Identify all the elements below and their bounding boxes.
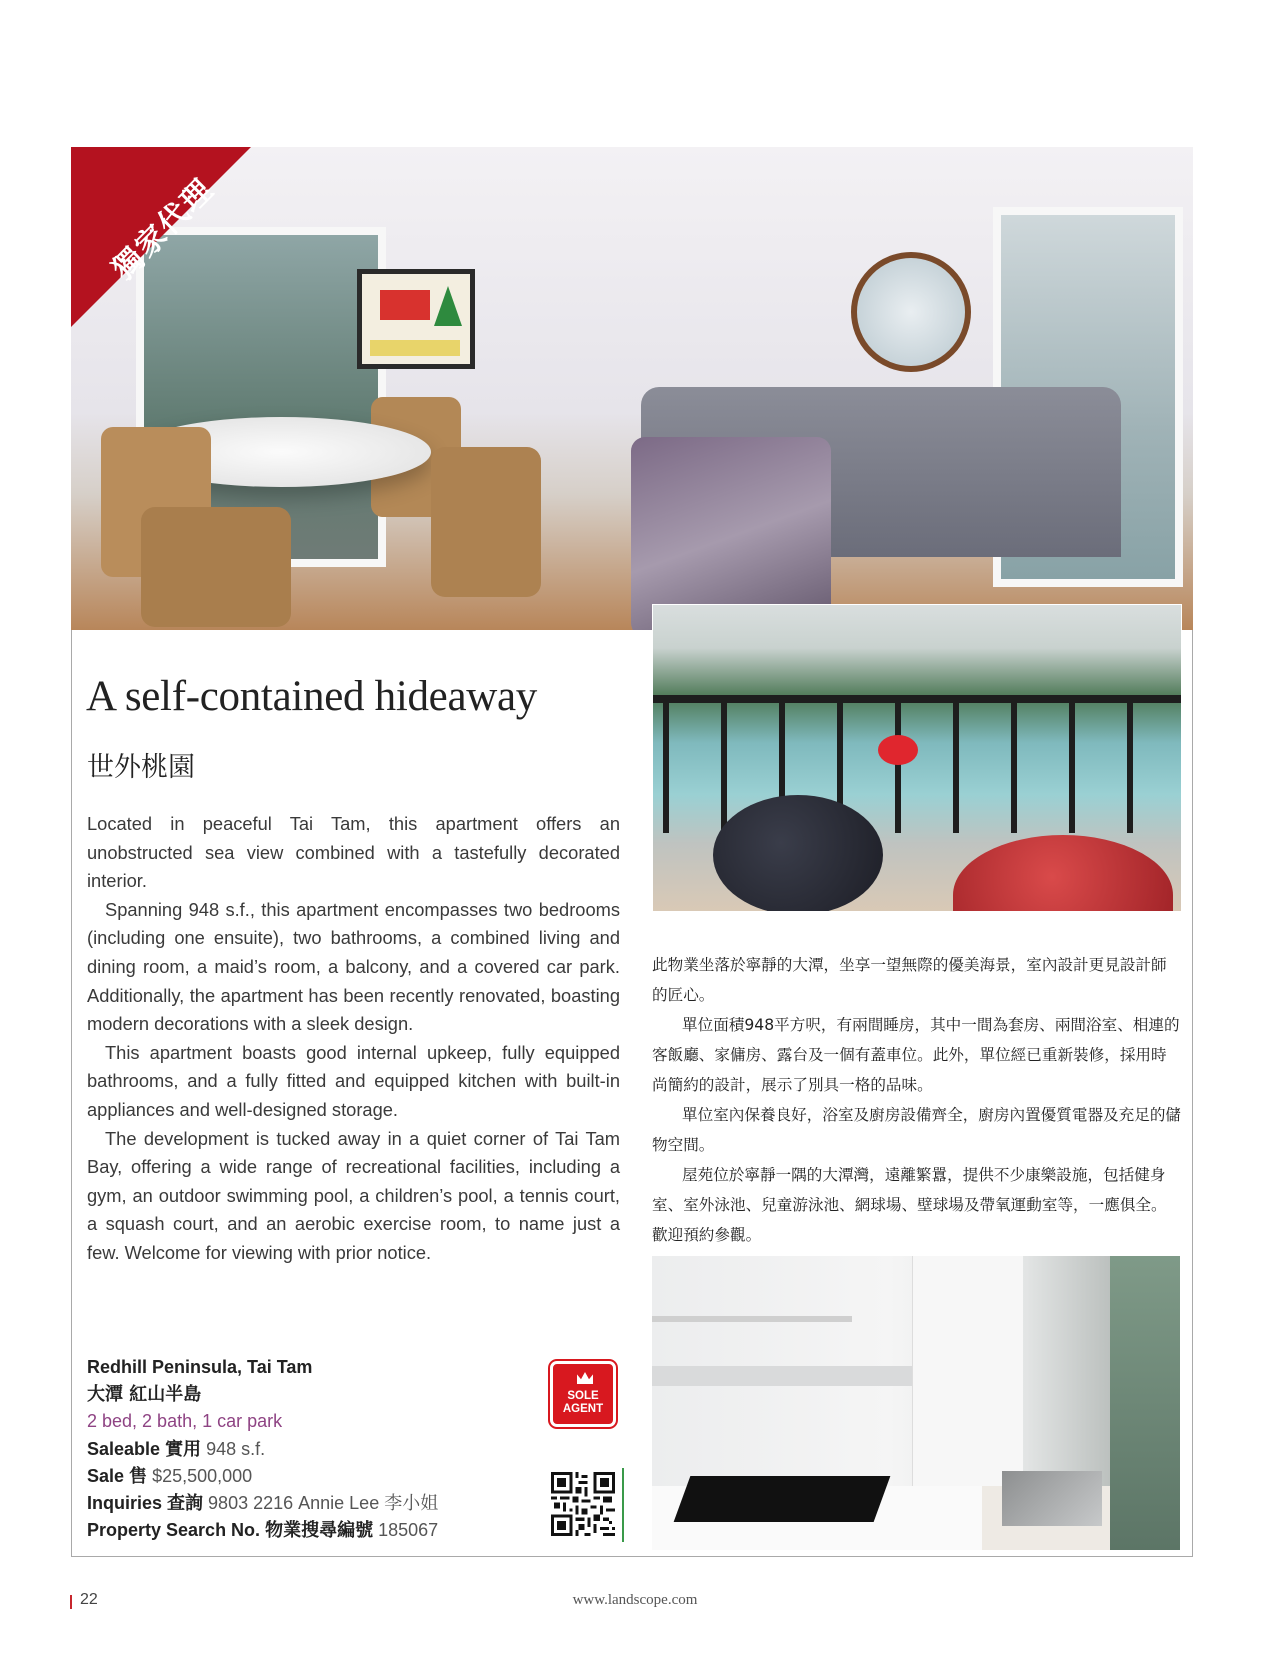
paragraph: Located in peaceful Tai Tam, this apartment offers an unobstructed sea view combined with a tastefully decorated interior. [87, 813, 620, 892]
inquiries-agent-zh: 李小姐 [384, 1493, 439, 1515]
sale-price-row: Sale 售 $25,500,000 [87, 1465, 253, 1487]
property-details [87, 1354, 438, 1544]
balcony-photo [652, 604, 1182, 912]
qr-code[interactable] [551, 1472, 615, 1536]
saleable-area-value: 948 s.f. [206, 1438, 266, 1459]
sole-agent-badge: SOLE AGENT [550, 1361, 616, 1427]
property-name-zh: 大潭 紅山半島 [87, 1384, 202, 1406]
article-body-english [87, 810, 620, 1268]
property-search-number: 185067 [378, 1520, 439, 1541]
qr-divider [622, 1468, 624, 1542]
article-body-chinese [652, 950, 1182, 1250]
kitchen-photo [652, 1256, 1180, 1550]
sofa-armchair [631, 437, 831, 630]
crown-icon [577, 1372, 593, 1384]
article-title: A self-contained hideaway [86, 673, 537, 720]
inquiries-phone[interactable]: 9803 2216 Annie Lee [208, 1493, 380, 1514]
property-rooms: 2 bed, 2 bath, 1 car park [87, 1411, 283, 1432]
wall-painting [357, 269, 475, 369]
paragraph: This apartment boasts good internal upkeep, fully equipped bathrooms, and a fully fitted and equipped kitchen with built-in appliances and well-designed storage. [87, 1041, 620, 1120]
round-mirror [851, 252, 971, 372]
page-number: 22 [80, 1591, 98, 1608]
paragraph: 屋苑位於寧靜一隅的大潭灣，遠離繁囂，提供不少康樂設施，包括健身室、室外泳池、兒童游泳池、網球場、壁球場及帶氧運動室等，一應俱全。歡迎預約參觀。 [652, 1166, 1167, 1244]
paragraph: 單位室內保養良好，浴室及廚房設備齊全，廚房內置優質電器及充足的儲物空間。 [652, 1106, 1182, 1154]
ribbon-label: 獨家代理 [105, 171, 222, 288]
paragraph: The development is tucked away in a quiet corner of Tai Tam Bay, offering a wide range of recreational facilities, including a gym, an outdoor swimming pool, a children’s pool, a tennis court, a squash court, and an aerobic exercise room, to name just a few. Welcome for viewing with prior notice. [87, 1127, 620, 1263]
paragraph: 單位面積948平方呎，有兩間睡房，其中一間為套房、兩間浴室、相連的客飯廳、家傭房、露台及一個有蓋車位。此外，單位經已重新裝修，採用時尚簡約的設計，展示了別具一格的品味。 [652, 1016, 1180, 1094]
property-name: Redhill Peninsula, Tai Tam [87, 1357, 313, 1377]
paragraph: 此物業坐落於寧靜的大潭，坐享一望無際的優美海景，室內設計更見設計師的匠心。 [652, 956, 1167, 1004]
saleable-area-row: Saleable 實用 948 s.f. [87, 1438, 266, 1460]
sale-price-value: $25,500,000 [152, 1465, 253, 1486]
paragraph: Spanning 948 s.f., this apartment encompasses two bedrooms (including one ensuite), two bathrooms, a combined living and dining room, a maid’s room, a balcony, and a covered car park. Additionally, the apartment has been recently renovated, boasting modern decorations with a sleek design. [87, 898, 620, 1035]
sole-agency-ribbon [71, 147, 251, 327]
property-search-row: Property Search No. 物業搜尋編號 185067 [87, 1520, 439, 1542]
inquiries-row: Inquiries 查詢 9803 2216 Annie Lee 李小姐 [87, 1493, 439, 1515]
article-subtitle: 世外桃園 [87, 752, 195, 783]
website-link[interactable]: www.landscope.com [572, 1592, 698, 1608]
